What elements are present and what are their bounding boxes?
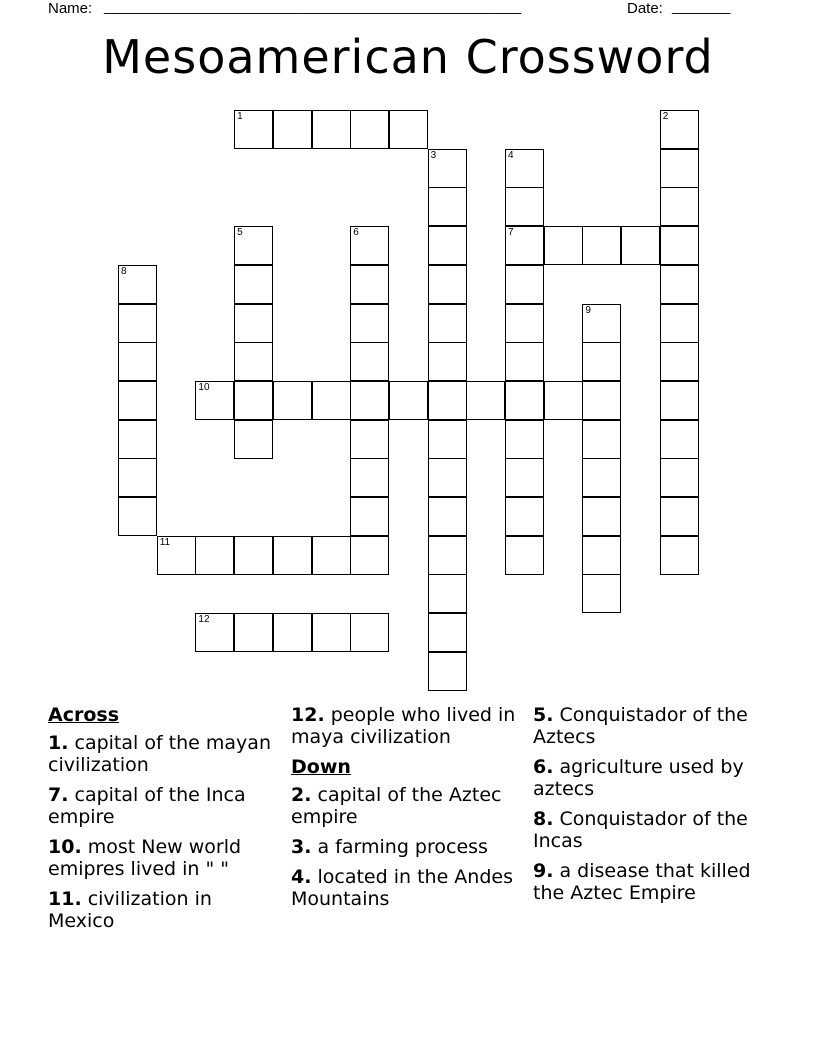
grid-cell[interactable] xyxy=(428,381,467,420)
clues-column-2 xyxy=(291,700,523,918)
clues-column-1 xyxy=(48,700,280,940)
grid-cell[interactable] xyxy=(466,381,505,420)
grid-cell[interactable] xyxy=(582,304,621,343)
clues-column-3 xyxy=(533,700,765,912)
name-label: Name: xyxy=(48,0,93,17)
grid-cell[interactable] xyxy=(118,458,157,497)
grid-cell[interactable] xyxy=(505,187,544,226)
clue-number: 4 xyxy=(508,149,514,161)
clue-down-9: 9. a disease that killed the Aztec Empire xyxy=(533,860,751,904)
date-line[interactable]: _______ xyxy=(672,0,731,15)
grid-cell[interactable] xyxy=(234,536,273,575)
clue-number: 12 xyxy=(198,614,210,626)
grid-cell[interactable] xyxy=(118,497,157,536)
clue-across-12: 12. people who lived in maya civilization xyxy=(291,704,516,748)
clue-number: 8 xyxy=(121,265,127,277)
grid-cell[interactable] xyxy=(428,149,467,188)
grid-cell[interactable] xyxy=(582,458,621,497)
grid-cell[interactable] xyxy=(505,226,544,265)
grid-cell[interactable] xyxy=(544,381,583,420)
grid-cell[interactable] xyxy=(505,420,544,459)
grid-cell[interactable] xyxy=(582,497,621,536)
grid-cell[interactable] xyxy=(505,536,544,575)
clue-number: 9 xyxy=(585,304,591,316)
grid-cell[interactable] xyxy=(660,458,699,497)
grid-cell[interactable] xyxy=(660,226,699,265)
grid-cell[interactable] xyxy=(118,420,157,459)
grid-cell[interactable] xyxy=(428,497,467,536)
grid-cell[interactable] xyxy=(234,342,273,381)
clue-across-11: 11. civilization in Mexico xyxy=(48,888,212,932)
grid-cell[interactable] xyxy=(582,574,621,613)
grid-cell[interactable] xyxy=(350,265,389,304)
grid-cell[interactable] xyxy=(195,381,234,420)
grid-cell[interactable] xyxy=(234,110,273,149)
clue-number: 1 xyxy=(237,111,243,122)
clue-number: 10 xyxy=(198,381,210,393)
grid-cell[interactable] xyxy=(428,342,467,381)
grid-cell[interactable] xyxy=(582,342,621,381)
grid-cell[interactable] xyxy=(234,420,273,459)
clues-section xyxy=(48,700,768,960)
grid-cell[interactable] xyxy=(118,381,157,420)
grid-cell[interactable] xyxy=(660,187,699,226)
clue-down-6: 6. agriculture used by aztecs xyxy=(533,756,744,800)
grid-cell[interactable] xyxy=(428,652,467,691)
grid-cell[interactable] xyxy=(544,226,583,265)
grid-cell[interactable] xyxy=(118,304,157,343)
grid-cell[interactable] xyxy=(312,536,351,575)
clue-across-10: 10. most New world emipres lived in " " xyxy=(48,836,242,880)
clue-down-8: 8. Conquistador of the Incas xyxy=(533,808,748,852)
grid-cell[interactable] xyxy=(582,420,621,459)
grid-cell[interactable] xyxy=(505,304,544,343)
grid-cell[interactable] xyxy=(118,265,157,304)
grid-cell[interactable] xyxy=(428,574,467,613)
clue-down-2: 2. capital of the Aztec empire xyxy=(291,784,502,828)
date-label: Date: xyxy=(627,0,663,17)
grid-cell[interactable] xyxy=(234,613,273,652)
clue-number: 3 xyxy=(430,149,437,161)
grid-cell[interactable] xyxy=(195,536,234,575)
grid-cell[interactable] xyxy=(234,265,273,304)
grid-cell[interactable] xyxy=(350,613,389,652)
grid-cell[interactable] xyxy=(273,613,312,652)
grid-cell[interactable] xyxy=(660,342,699,381)
grid-cell[interactable] xyxy=(389,110,428,149)
grid-cell[interactable] xyxy=(660,420,699,459)
grid-cell[interactable] xyxy=(582,381,621,420)
down-heading: Down xyxy=(291,756,351,778)
grid-cell[interactable] xyxy=(350,342,389,381)
clue-number: 5 xyxy=(237,227,243,239)
name-line[interactable]: __________________________________________________ xyxy=(104,0,522,15)
grid-cell[interactable] xyxy=(389,381,428,420)
grid-cell[interactable] xyxy=(428,265,467,304)
grid-cell[interactable] xyxy=(660,304,699,343)
grid-cell[interactable] xyxy=(428,304,467,343)
grid-cell[interactable] xyxy=(660,381,699,420)
grid-cell[interactable] xyxy=(428,458,467,497)
clue-across-7: 7. capital of the Inca empire xyxy=(48,784,246,828)
grid-cell[interactable] xyxy=(505,342,544,381)
grid-cell[interactable] xyxy=(234,381,273,420)
grid-cell[interactable] xyxy=(428,613,467,652)
grid-cell[interactable] xyxy=(582,226,621,265)
grid-cell[interactable] xyxy=(621,226,660,265)
clue-number: 11 xyxy=(159,536,171,548)
grid-cell[interactable] xyxy=(350,381,389,420)
grid-cell[interactable] xyxy=(428,536,467,575)
grid-cell[interactable] xyxy=(350,458,389,497)
clue-down-5: 5. Conquistador of the Aztecs xyxy=(533,704,748,748)
grid-cell[interactable] xyxy=(660,497,699,536)
grid-cell[interactable] xyxy=(312,381,351,420)
grid-cell[interactable] xyxy=(660,265,699,304)
clue-number: 6 xyxy=(353,227,359,239)
clue-number: 2 xyxy=(662,111,669,122)
clue-down-4: 4. located in the Andes Mountains xyxy=(291,866,513,910)
grid-cell[interactable] xyxy=(234,226,273,265)
grid-cell[interactable] xyxy=(660,110,699,149)
grid-cell[interactable] xyxy=(312,110,351,149)
grid-cell[interactable] xyxy=(428,187,467,226)
grid-cell[interactable] xyxy=(660,149,699,188)
grid-cell[interactable] xyxy=(505,458,544,497)
grid-cell[interactable] xyxy=(505,265,544,304)
grid-cell[interactable] xyxy=(428,226,467,265)
grid-cell[interactable] xyxy=(273,110,312,149)
page-title: Mesoamerican Crossword xyxy=(102,30,714,84)
grid-cell[interactable] xyxy=(505,497,544,536)
clue-number: 7 xyxy=(508,227,514,239)
grid-cell[interactable] xyxy=(312,613,351,652)
grid-cell[interactable] xyxy=(234,304,273,343)
grid-cell[interactable] xyxy=(350,304,389,343)
grid-cell[interactable] xyxy=(195,613,234,652)
grid-cell[interactable] xyxy=(350,226,389,265)
grid-cell[interactable] xyxy=(157,536,196,575)
grid-cell[interactable] xyxy=(273,381,312,420)
grid-cell[interactable] xyxy=(660,536,699,575)
clue-down-3: 3. a farming process xyxy=(291,836,488,858)
grid-cell[interactable] xyxy=(505,149,544,188)
grid-cell[interactable] xyxy=(505,381,544,420)
grid-cell[interactable] xyxy=(273,536,312,575)
clue-across-1: 1. capital of the mayan civilization xyxy=(48,732,271,776)
grid-cell[interactable] xyxy=(428,420,467,459)
grid-cell[interactable] xyxy=(350,536,389,575)
grid-cell[interactable] xyxy=(350,110,389,149)
across-heading: Across xyxy=(48,704,120,726)
grid-cell[interactable] xyxy=(118,342,157,381)
grid-cell[interactable] xyxy=(582,536,621,575)
grid-cell[interactable] xyxy=(350,497,389,536)
grid-cell[interactable] xyxy=(350,420,389,459)
